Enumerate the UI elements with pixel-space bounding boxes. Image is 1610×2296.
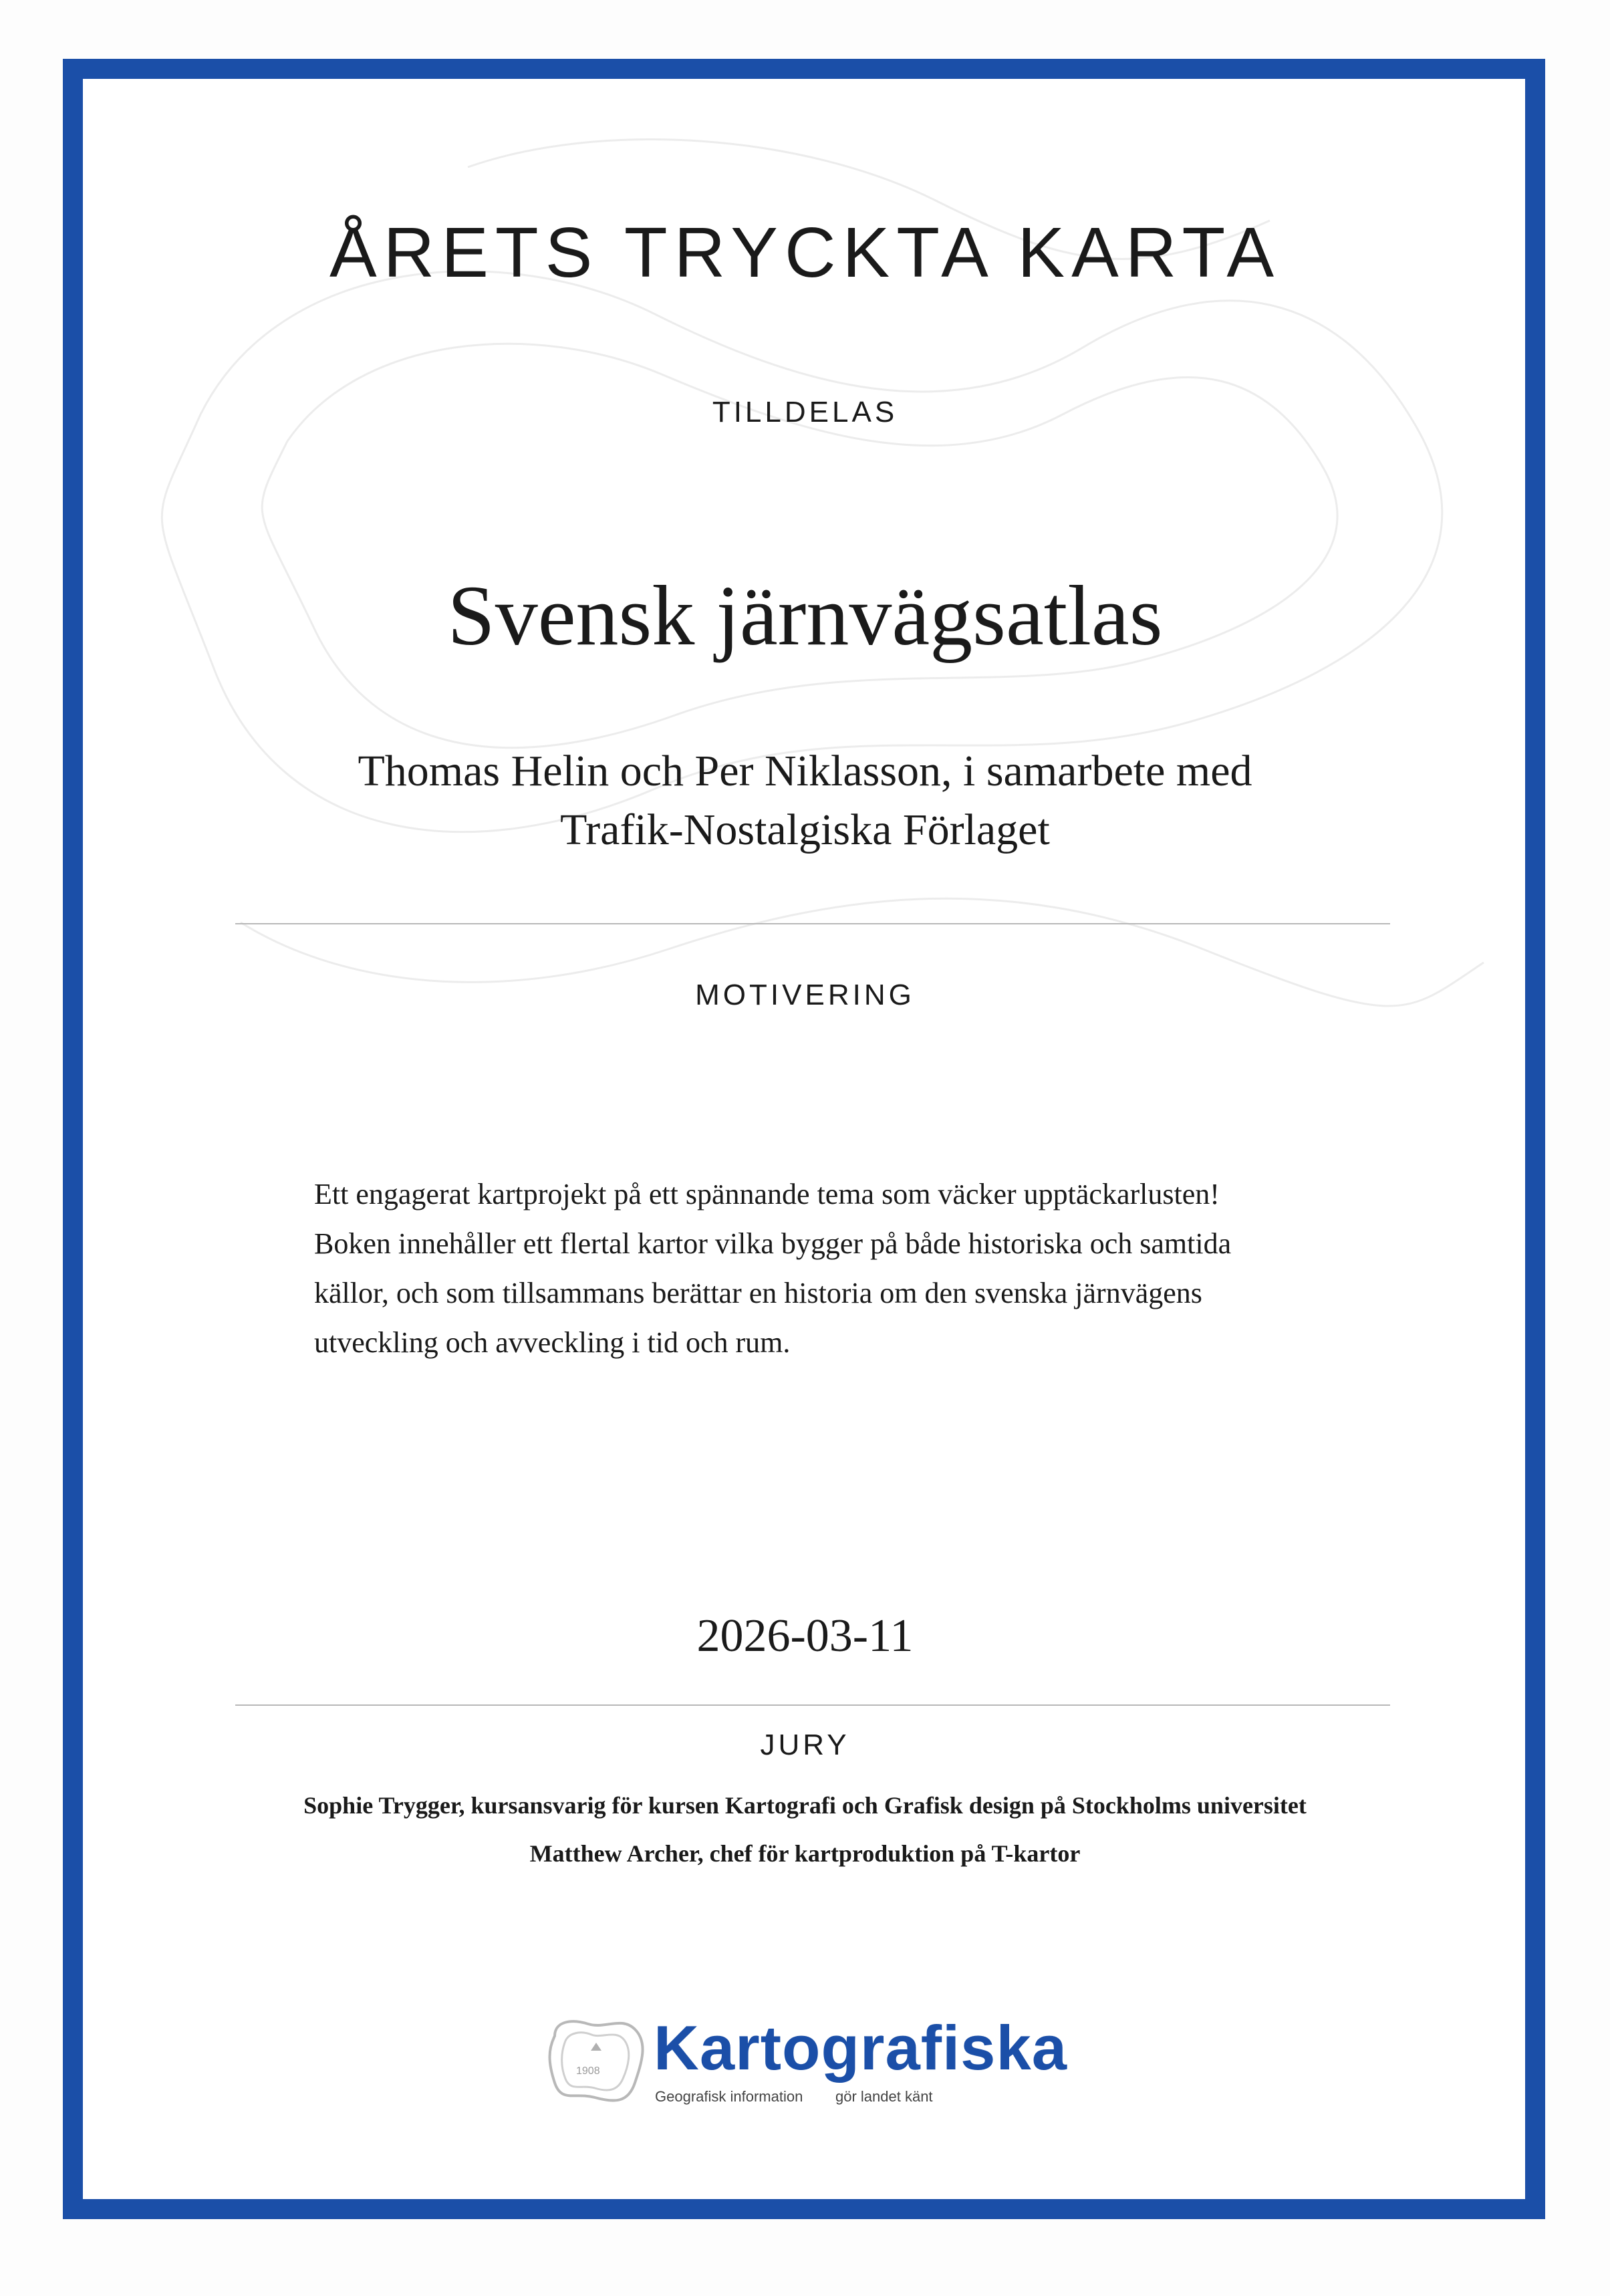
motivation-line: utveckling och avveckling i tid och rum.: [314, 1326, 791, 1359]
divider-top: [235, 923, 1390, 924]
logo-wordmark: Kartografiska: [654, 2013, 1067, 2083]
awarded-label: TILLDELAS: [712, 396, 898, 428]
logo-tagline-part-2: gör landet känt: [835, 2088, 933, 2105]
jury-label: JURY: [760, 1729, 850, 1761]
logo-emblem-icon: [541, 2009, 648, 2110]
motivation-text: [314, 1170, 1317, 1368]
jury-member: Matthew Archer, chef för kartproduktion på T-kartor: [529, 1840, 1081, 1867]
divider-bottom: [235, 1704, 1390, 1706]
logo-year: 1908: [576, 2065, 600, 2077]
motivation-line: Boken innehåller ett flertal kartor vilka bygger på både historiska och samtida: [314, 1227, 1232, 1260]
kartografiska-logo: [541, 2009, 1067, 2110]
award-name: Svensk järnvägsatlas: [447, 568, 1163, 663]
certificate-title: ÅRETS TRYCKTA KARTA: [329, 213, 1281, 292]
motivation-line: Ett engagerat kartprojekt på ett spännande tema som väcker upptäckarlusten!: [314, 1178, 1220, 1210]
motivation-line: källor, och som tillsammans berättar en historia om den svenska järnvägens: [314, 1277, 1202, 1309]
award-date: 2026-03-11: [696, 1610, 914, 1662]
recipients-line-2: Trafik-Nostalgiska Förlaget: [560, 805, 1050, 854]
recipients-line-1: Thomas Helin och Per Niklasson, i samarbete med: [358, 747, 1252, 795]
logo-tagline-part-1: Geografisk information: [655, 2088, 803, 2105]
recipients: [0, 742, 1610, 860]
jury-member: Sophie Trygger, kursansvarig för kursen Kartografi och Grafisk design på Stockholms universitet: [303, 1792, 1307, 1819]
motivation-label: MOTIVERING: [695, 979, 915, 1011]
